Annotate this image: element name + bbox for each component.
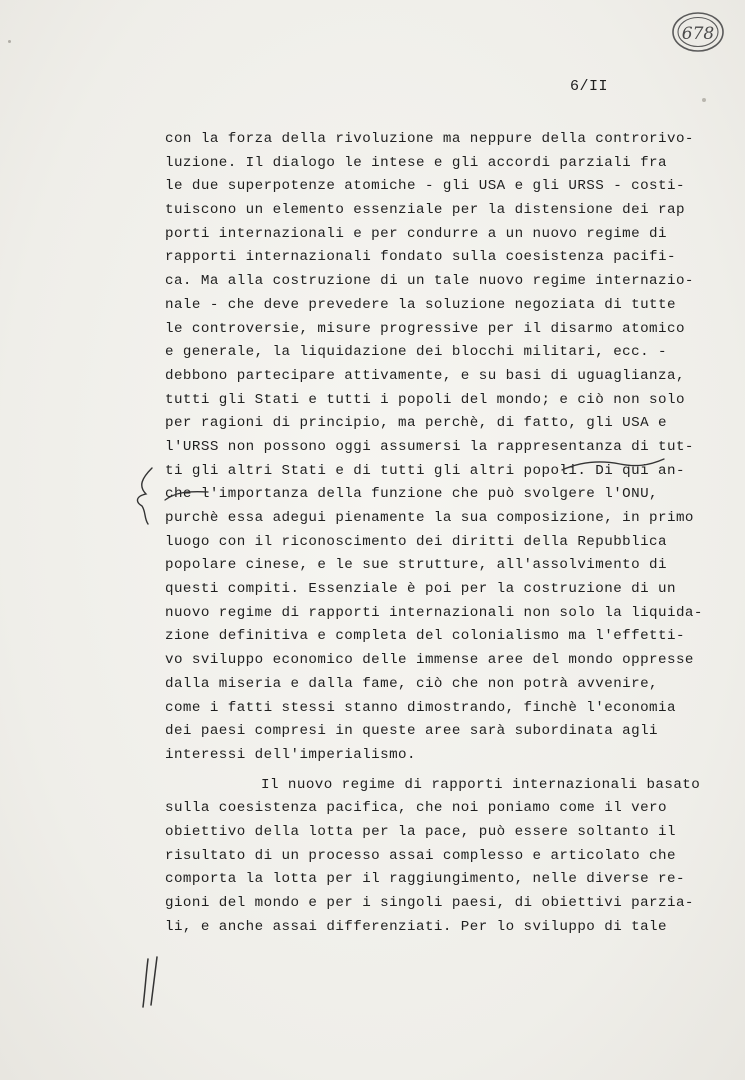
text-line: luogo con il riconoscimento dei diritti della Repubblica [165,533,667,550]
text-line: che l'importanza della funzione che può svolgere l'ONU, [165,486,659,503]
text-line: le controversie, misure progressive per il disarmo atomico [165,320,685,337]
page-number: 6/II [570,78,609,95]
text-line: nuovo regime di rapporti internazionali non solo la liquida- [165,604,703,621]
text-line: e generale, la liquidazione dei blocchi militari, ecc. - [165,344,667,361]
handwritten-brace-mark [132,466,158,526]
text-line: gioni del mondo e per i singoli paesi, di obiettivi parzia- [165,895,694,911]
archive-stamp-graphic [668,8,728,56]
scan-speck [8,40,11,43]
text-line: le due superpotenze atomiche - gli USA e gli URSS - costi- [165,178,685,195]
text-line: vo sviluppo economico delle immense aree del mondo oppresse [165,652,694,669]
text-line: con la forza della rivoluzione ma neppure della controrivo- [165,131,694,147]
scan-speck [702,98,706,102]
text-line: obiettivo della lotta per la pace, può essere soltanto il [165,823,676,840]
text-line: purchè essa adegui pienamente la sua composizione, in primo [165,510,694,526]
text-line: dei paesi compresi in queste aree sarà subordinata agli [165,723,659,740]
text-line: ti gli altri Stati e di tutti gli altri popoli. Di qui an- [165,462,685,479]
paragraph-2 [165,774,715,940]
text-line: popolare cinese, e le sue strutture, all'assolvimento di [165,557,667,574]
text-line: porti internazionali e per condurre a un nuovo regime di [165,225,667,242]
text-line: per ragioni di principio, ma perchè, di fatto, gli USA e [165,415,667,432]
handwritten-margin-bars [140,955,162,1011]
text-line: comporta la lotta per il raggiungimento, nelle diverse re- [165,871,685,888]
text-line: risultato di un processo assai complesso e articolato che [165,847,676,864]
text-line: tutti gli Stati e tutti i popoli del mondo; e ciò non solo [165,391,685,408]
text-line: debbono partecipare attivamente, e su basi di uguaglianza, [165,367,685,384]
handwritten-tilde-mark [560,456,670,474]
text-line: questi compiti. Essenziale è poi per la costruzione di un [165,581,676,598]
archive-stamp [668,8,728,56]
archive-stamp-number: 678 [681,24,715,44]
text-line: tuiscono un elemento essenziale per la distensione dei rap [165,202,685,219]
text-line: luzione. Il dialogo le intese e gli accordi parziali fra [165,154,667,171]
text-line: sulla coesistenza pacifica, che noi poniamo come il vero [165,800,667,817]
text-line: come i fatti stessi stanno dimostrando, finchè l'economia [165,699,676,716]
text-line: zione definitiva e completa del colonialismo ma l'effetti- [165,628,685,645]
text-line: ca. Ma alla costruzione di un tale nuovo regime internazio- [165,273,694,290]
body-text [165,128,715,939]
text-line: l'URSS non possono oggi assumersi la rappresentanza di tut- [165,438,694,455]
text-line: interessi dell'imperialismo. [165,746,416,763]
text-line: rapporti internazionali fondato sulla coesistenza pacifi- [165,249,676,266]
text-line: dalla miseria e dalla fame, ciò che non potrà avvenire, [165,675,659,692]
text-line: li, e anche assai differenziati. Per lo sviluppo di tale [165,918,667,935]
paragraph-1 [165,128,715,768]
text-line: nale - che deve prevedere la soluzione negoziata di tutte [165,296,676,313]
text-line: Il nuovo regime di rapporti internazionali basato [261,776,701,793]
handwritten-strike-mark [162,488,212,504]
